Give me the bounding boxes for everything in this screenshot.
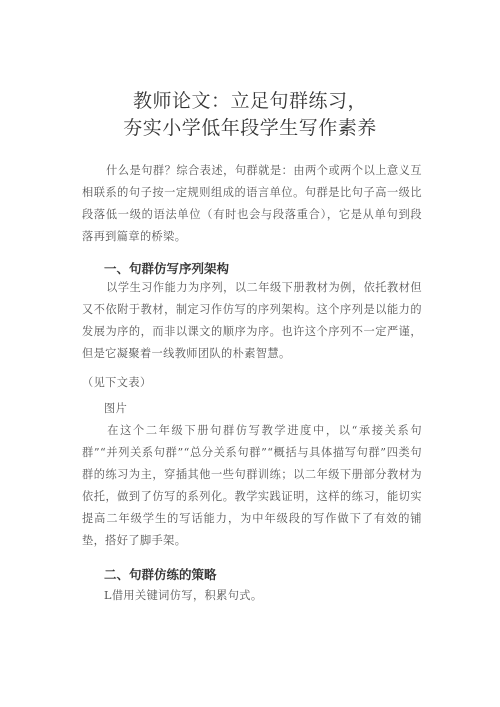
document-title-line1: 教师论文：立足句群练习， (132, 90, 367, 112)
section1-paragraph2 (82, 420, 422, 552)
section2-item1: L借用关键词仿写，积累句式。 (104, 589, 263, 602)
document-title-line2: 夯实小学低年段学生写作素养 (123, 117, 377, 139)
section2-heading: 二、句群仿练的策略 (104, 567, 217, 582)
table-reference-note: （见下文表） (82, 376, 152, 389)
image-label: 图片 (104, 402, 128, 415)
section1-text: 以学生习作能力为序列，以二年级下册教材为例，依托教材但又不依附于教材，制定习作仿写的序列架构。这个序列是以能力的发展为序的，而非以课文的顺序为序。也许这个序列不一定严谨，但是它凝聚着一线教师团队的朴素智慧。 (82, 281, 422, 360)
intro-text: 什么是句群？综合表述，句群就是：由两个或两个以上意义互相联系的句子按一定规则组成的语言单位。句群是比句子高一级比段落低一级的语法单位（有时也会与段落重合），它是从单句到段落再到篇章的桥梁。 (82, 164, 422, 243)
section1-paragraph (82, 277, 422, 365)
section1-heading: 一、句群仿写序列架构 (104, 261, 230, 276)
section1-text2: 在这个二年级下册句群仿写教学进度中，以“承接关系句群”“并列关系句群”“总分关系句群”“概括与具体描写句群”四类句群的练习为主，穿插其他一些句群训练；以二年级下册部分教材为依托，做到了仿写的系列化。教学实践证明，这样的练习，能切实提高二年级学生的写话能力，为中年级段的写作做下了有效的铺垫，搭好了脚手架。 (82, 424, 422, 547)
intro-paragraph (82, 160, 422, 248)
